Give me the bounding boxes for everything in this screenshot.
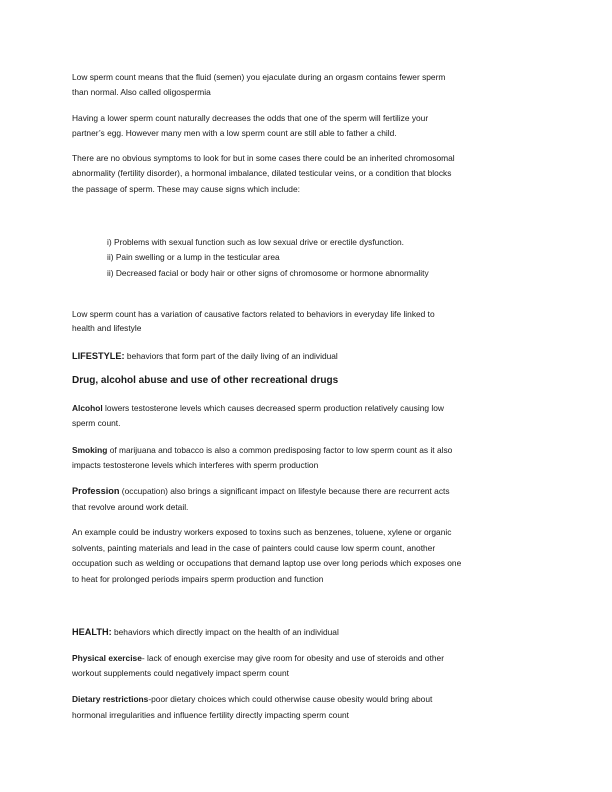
lifestyle-text: behaviors that form part of the daily living of an individual xyxy=(124,351,338,361)
lifestyle-label: LIFESTYLE: xyxy=(72,351,125,361)
alcohol-paragraph xyxy=(72,402,444,414)
lifestyle-paragraph xyxy=(72,350,338,362)
odds-line: Having a lower sperm count naturally decreases the odds that one of the sperm will fertilize your xyxy=(72,113,429,123)
alcohol-text: lowers testosterone levels which causes decreased sperm production relatively causing low xyxy=(102,403,444,413)
dietary-label: Dietary restrictions xyxy=(72,694,149,704)
health-text: behaviors which directly impact on the health of an individual xyxy=(111,627,339,637)
section-heading: Drug, alcohol abuse and use of other recreational drugs xyxy=(72,375,339,386)
intro-line: Low sperm count means that the fluid (semen) you ejaculate during an orgasm contains fewer sperm xyxy=(72,72,446,82)
smoking-paragraph xyxy=(72,444,452,456)
exercise-label: Physical exercise xyxy=(72,653,142,663)
profession-line: that revolve around work detail. xyxy=(72,502,189,512)
smoking-line: impacts testosterone levels which interferes with sperm production xyxy=(72,460,319,470)
profession-label: Profession xyxy=(72,486,120,496)
dietary-text: -poor dietary choices which could otherwise cause obesity would bring about xyxy=(148,694,433,704)
symptoms-line: the passage of sperm. These may cause signs which include: xyxy=(72,184,300,194)
dietary-line: hormonal irregularities and influence fertility directly impacting sperm count xyxy=(72,710,349,720)
exercise-text: - lack of enough exercise may give room for obesity and use of steroids and other xyxy=(141,653,444,663)
sign-item: i) Problems with sexual function such as low sexual drive or erectile dysfunction. xyxy=(107,237,404,247)
health-paragraph xyxy=(72,626,339,638)
dietary-paragraph xyxy=(72,693,432,705)
smoking-label: Smoking xyxy=(72,445,108,455)
sign-item: ii) Decreased facial or body hair or other signs of chromosome or hormone abnormality xyxy=(107,268,429,278)
factors-line: Low sperm count has a variation of causative factors related to behaviors in everyday life linked to xyxy=(72,309,435,319)
example-line: to heat for prolonged periods impairs sperm production and function xyxy=(72,574,324,584)
alcohol-line: sperm count. xyxy=(72,418,121,428)
sign-item: ii) Pain swelling or a lump in the testicular area xyxy=(107,252,280,262)
factors-line: health and lifestyle xyxy=(72,323,142,333)
alcohol-label: Alcohol xyxy=(72,403,103,413)
example-line: occupation such as welding or occupations that demand laptop use over long periods which exposes one xyxy=(72,558,462,568)
symptoms-line: abnormality (fertility disorder), a hormonal imbalance, dilated testicular veins, or a condition that blocks xyxy=(72,168,452,178)
profession-text: (occupation) also brings a significant impact on lifestyle because there are recurrent acts xyxy=(119,486,450,496)
intro-line: than normal. Also called oligospermia xyxy=(72,87,211,97)
exercise-paragraph xyxy=(72,652,444,664)
odds-line: partner’s egg. However many men with a low sperm count are still able to father a child. xyxy=(72,128,397,138)
example-line: An example could be industry workers exposed to toxins such as benzenes, toluene, xylene or organic xyxy=(72,527,452,537)
example-line: solvents, painting materials and lead in the case of painters could cause low sperm count, another xyxy=(72,543,436,553)
smoking-text: of marijuana and tobacco is also a common predisposing factor to low sperm count as it also xyxy=(107,445,453,455)
symptoms-line: There are no obvious symptoms to look for but in some cases there could be an inherited chromosomal xyxy=(72,153,455,163)
profession-paragraph xyxy=(72,485,450,497)
health-label: HEALTH: xyxy=(72,627,112,637)
exercise-line: workout supplements could negatively impact sperm count xyxy=(72,668,289,678)
